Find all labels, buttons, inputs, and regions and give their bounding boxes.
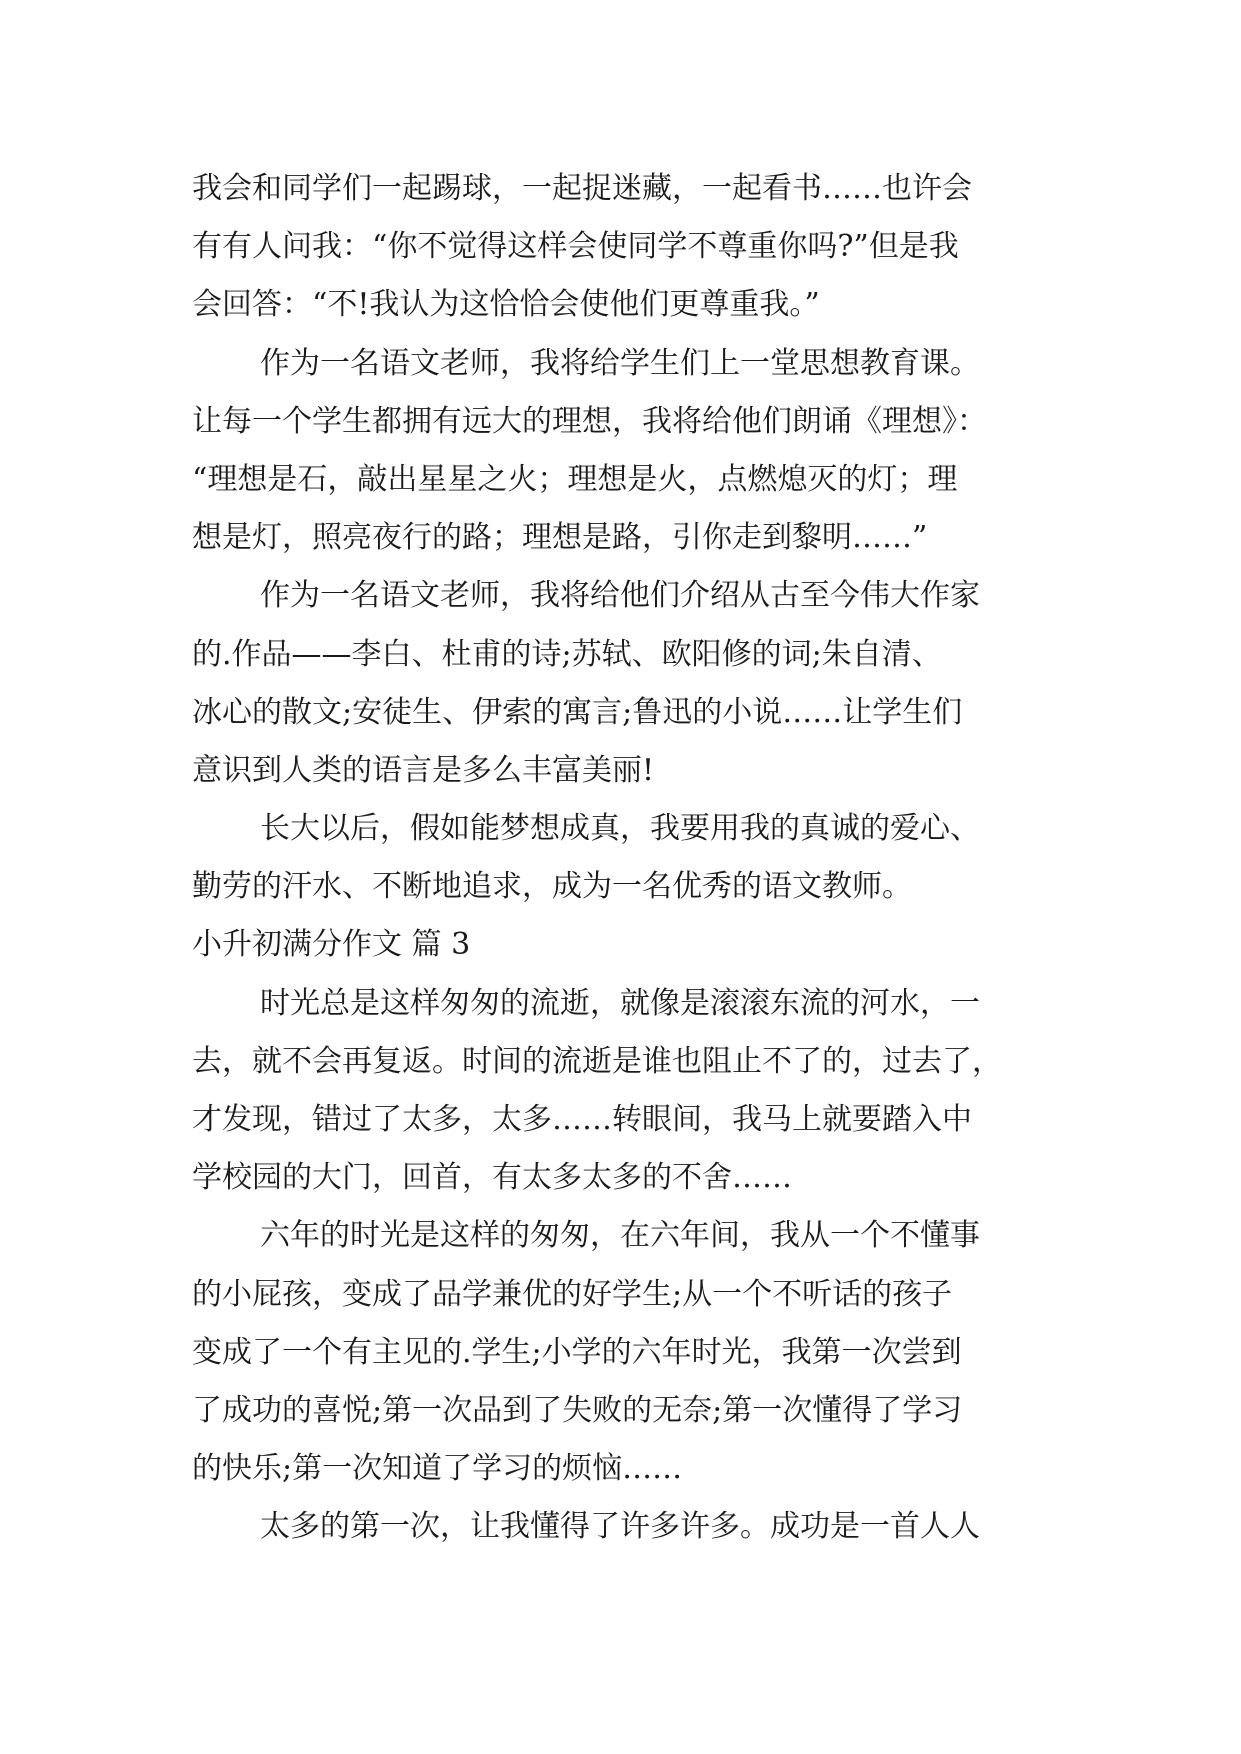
text-line: 冰心的散文;安徒生、伊索的寓言;鲁迅的小说……让学生们 xyxy=(192,694,963,730)
text-line: 去，就不会再复返。时间的流逝是谁也阻止不了的，过去了， xyxy=(192,1043,1002,1079)
text-line: 的小屁孩，变成了品学兼优的好学生;从一个不听话的孩子 xyxy=(192,1276,953,1312)
text-line: 变成了一个有主见的.学生;小学的六年时光，我第一次尝到 xyxy=(192,1334,962,1370)
text-line: 的快乐;第一次知道了学习的烦恼…… xyxy=(192,1451,683,1487)
text-line: 意识到人类的语言是多么丰富美丽! xyxy=(192,752,655,788)
text-line: “理想是石，敲出星星之火；理想是火，点燃熄灭的灯；理 xyxy=(192,461,958,497)
text-line: 有有人问我：“你不觉得这样会使同学不尊重你吗?”但是我 xyxy=(192,229,959,265)
paragraph-first-line: 作为一名语文老师，我将给学生们上一堂思想教育课。 xyxy=(260,345,980,381)
text-line: 会回答：“不!我认为这恰恰会使他们更尊重我。” xyxy=(192,287,820,323)
paragraph-first-line: 作为一名语文老师，我将给他们介绍从古至今伟大作家 xyxy=(260,578,980,614)
paragraph-first-line: 时光总是这样匆匆的流逝，就像是滚滚东流的河水，一 xyxy=(260,985,980,1021)
text-line: 学校园的大门，回首，有太多太多的不舍…… xyxy=(192,1160,792,1196)
section-heading: 小升初满分作文 篇 3 xyxy=(192,927,471,963)
paragraph-first-line: 六年的时光是这样的匆匆，在六年间，我从一个不懂事 xyxy=(260,1218,980,1254)
text-line: 了成功的喜悦;第一次品到了失败的无奈;第一次懂得了学习 xyxy=(192,1392,963,1428)
text-line: 我会和同学们一起踢球，一起捉迷藏，一起看书……也许会 xyxy=(192,171,972,206)
text-line: 勤劳的汗水、不断地追求，成为一名优秀的语文教师。 xyxy=(192,869,912,905)
text-line: 让每一个学生都拥有远大的理想，我将给他们朗诵《理想》： xyxy=(192,403,987,439)
text-line: 想是灯，照亮夜行的路；理想是路，引你走到黎明……” xyxy=(192,520,928,556)
text-line: 的.作品——李白、杜甫的诗;苏轼、欧阳修的词;朱自清、 xyxy=(192,636,942,672)
document-body xyxy=(192,160,1092,1557)
paragraph-first-line: 长大以后，假如能梦想成真，我要用我的真诚的爱心、 xyxy=(260,811,980,847)
paragraph-first-line: 太多的第一次，让我懂得了许多许多。成功是一首人人 xyxy=(260,1509,980,1545)
text-line: 才发现，错过了太多，太多……转眼间，我马上就要踏入中 xyxy=(192,1102,972,1137)
